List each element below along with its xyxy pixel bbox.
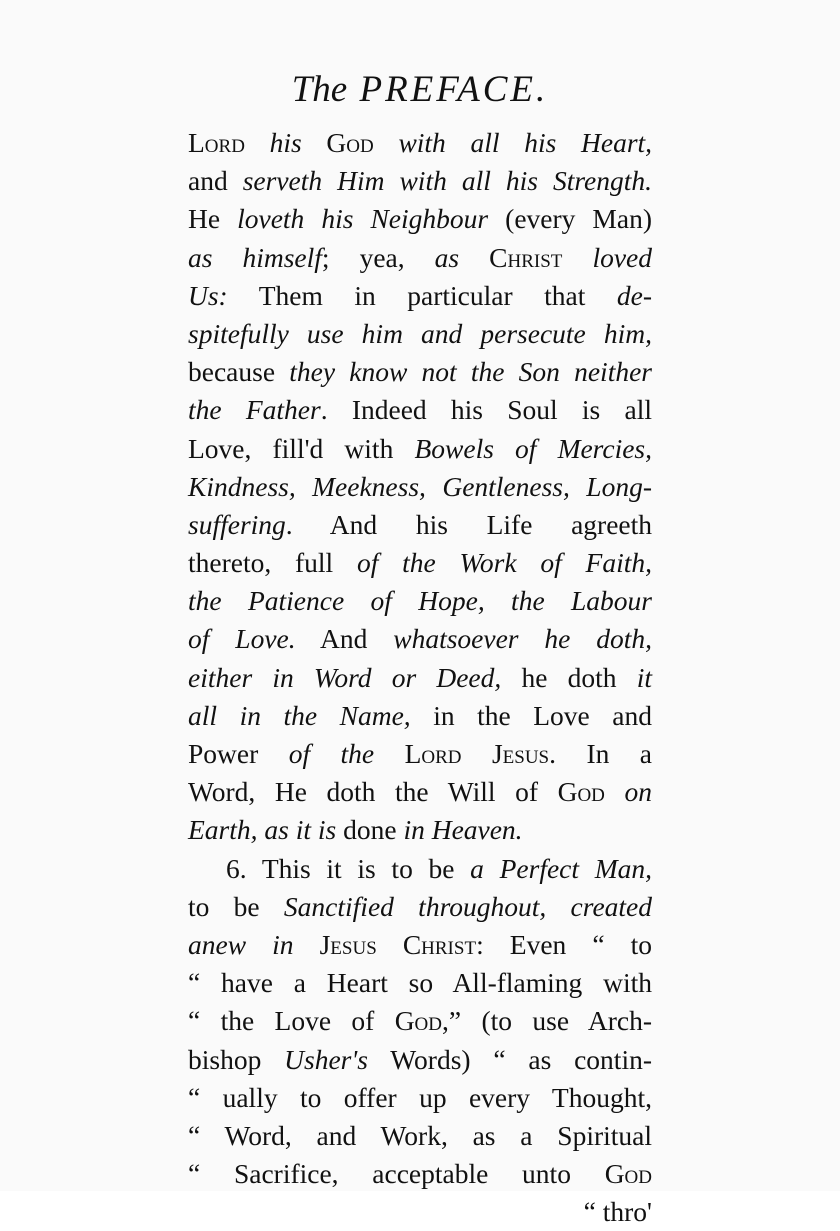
text-line: bishop Usher's Words) “ as contin- (188, 1043, 652, 1075)
text-line: “ Word, and Work, as a Spiritual (188, 1119, 652, 1151)
text-line: “ have a Heart so All-flaming with (188, 967, 652, 999)
text-line: because they know not the Son neither (188, 356, 652, 388)
text-line: thereto, full of the Work of Faith, (188, 547, 652, 579)
text-line: Power of the Lord Jesus. In a (188, 738, 652, 769)
text-line: of Love. And whatsoever he doth, (188, 623, 652, 655)
text-line: He loveth his Neighbour (every Man) (188, 203, 652, 235)
catchword: “ thro' (583, 1196, 652, 1228)
text-line: “ the Love of God,” (to use Arch- (188, 1005, 652, 1037)
text-line: all in the Name, in the Love and (188, 699, 652, 731)
text-line: and serveth Him with all his Strength. (188, 165, 652, 197)
paragraph-start: 6. This it is to be a Perfect Man, (226, 852, 652, 884)
header-preface: PREFACE. (359, 69, 549, 110)
text-line: “ ually to offer up every Thought, (188, 1081, 652, 1113)
text-line: Earth, as it is done in Heaven. (188, 814, 523, 846)
header-the: The (291, 69, 348, 110)
text-line: Us: Them in particular that de- (188, 279, 652, 311)
text-line: suffering. And his Life agreeth (188, 508, 652, 540)
text-line: the Patience of Hope, the Labour (188, 585, 652, 617)
text-line: Word, He doth the Will of God on (188, 776, 652, 808)
running-header (0, 68, 840, 111)
text-line: anew in Jesus Christ: Even “ to (188, 928, 652, 960)
text-line: “ Sacrifice, acceptable unto God (188, 1158, 652, 1190)
text-line: either in Word or Deed, he doth it (188, 661, 652, 693)
text-line: as himself; yea, as Christ loved (188, 241, 652, 273)
text-line: Kindness, Meekness, Gentleness, Long- (188, 470, 652, 502)
body-text (188, 124, 652, 1231)
text-line: Love, fill'd with Bowels of Mercies, (188, 432, 652, 464)
text-line: to be Sanctified throughout, created (188, 890, 652, 922)
text-line: spitefully use him and persecute him, (188, 317, 652, 349)
text-line: Lord his God with all his Heart, (188, 127, 653, 158)
text-line: the Father. Indeed his Soul is all (188, 394, 652, 426)
